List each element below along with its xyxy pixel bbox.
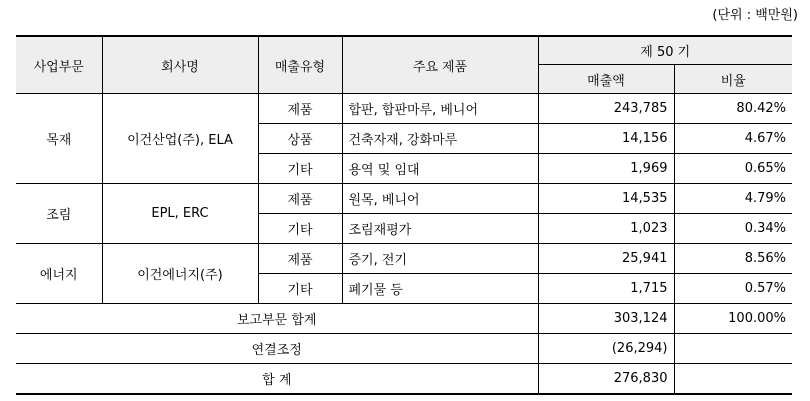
table-row xyxy=(16,94,792,124)
unit-note: (단위 : 백만원) xyxy=(712,8,798,23)
summary-row xyxy=(16,304,792,334)
product-cell: 증기, 전기 xyxy=(342,244,538,274)
product-cell: 폐기물 등 xyxy=(342,274,538,304)
summary-sales: 276,830 xyxy=(538,364,674,395)
type-cell: 상품 xyxy=(258,124,342,154)
sales-cell: 1,969 xyxy=(538,154,674,184)
summary-ratio xyxy=(674,364,792,395)
ratio-cell: 0.57% xyxy=(674,274,792,304)
summary-ratio xyxy=(674,334,792,364)
sales-cell: 1,023 xyxy=(538,214,674,244)
type-cell: 기타 xyxy=(258,274,342,304)
product-cell: 건축자재, 강화마루 xyxy=(342,124,538,154)
header-ratio: 비율 xyxy=(674,65,792,94)
product-cell: 용역 및 임대 xyxy=(342,154,538,184)
segment-cell: 조림 xyxy=(16,184,102,244)
summary-label: 보고부문 합계 xyxy=(16,304,538,334)
ratio-cell: 0.34% xyxy=(674,214,792,244)
header-company: 회사명 xyxy=(102,36,258,94)
ratio-cell: 8.56% xyxy=(674,244,792,274)
sales-table xyxy=(16,35,792,395)
product-cell: 조림재평가 xyxy=(342,214,538,244)
sales-cell: 1,715 xyxy=(538,274,674,304)
summary-row xyxy=(16,364,792,395)
header-sales: 매출액 xyxy=(538,65,674,94)
ratio-cell: 4.67% xyxy=(674,124,792,154)
sales-cell: 14,535 xyxy=(538,184,674,214)
product-cell: 원목, 베니어 xyxy=(342,184,538,214)
type-cell: 기타 xyxy=(258,154,342,184)
summary-label: 합 계 xyxy=(16,364,538,395)
table-row xyxy=(16,184,792,214)
table-row xyxy=(16,244,792,274)
type-cell: 제품 xyxy=(258,184,342,214)
company-cell: 이건에너지(주) xyxy=(102,244,258,304)
sales-cell: 25,941 xyxy=(538,244,674,274)
product-cell: 합판, 합판마루, 베니어 xyxy=(342,94,538,124)
ratio-cell: 0.65% xyxy=(674,154,792,184)
type-cell: 기타 xyxy=(258,214,342,244)
type-cell: 제품 xyxy=(258,94,342,124)
summary-row xyxy=(16,334,792,364)
segment-cell: 에너지 xyxy=(16,244,102,304)
ratio-cell: 80.42% xyxy=(674,94,792,124)
header-products: 주요 제품 xyxy=(342,36,538,94)
header-period: 제 50 기 xyxy=(538,36,792,65)
header-sales-type: 매출유형 xyxy=(258,36,342,94)
ratio-cell: 4.79% xyxy=(674,184,792,214)
header-row xyxy=(16,36,792,65)
company-cell: 이건산업(주), ELA xyxy=(102,94,258,184)
summary-sales: (26,294) xyxy=(538,334,674,364)
summary-ratio: 100.00% xyxy=(674,304,792,334)
summary-sales: 303,124 xyxy=(538,304,674,334)
type-cell: 제품 xyxy=(258,244,342,274)
sales-cell: 14,156 xyxy=(538,124,674,154)
header-segment: 사업부문 xyxy=(16,36,102,94)
segment-cell: 목재 xyxy=(16,94,102,184)
sales-cell: 243,785 xyxy=(538,94,674,124)
company-cell: EPL, ERC xyxy=(102,184,258,244)
summary-label: 연결조정 xyxy=(16,334,538,364)
